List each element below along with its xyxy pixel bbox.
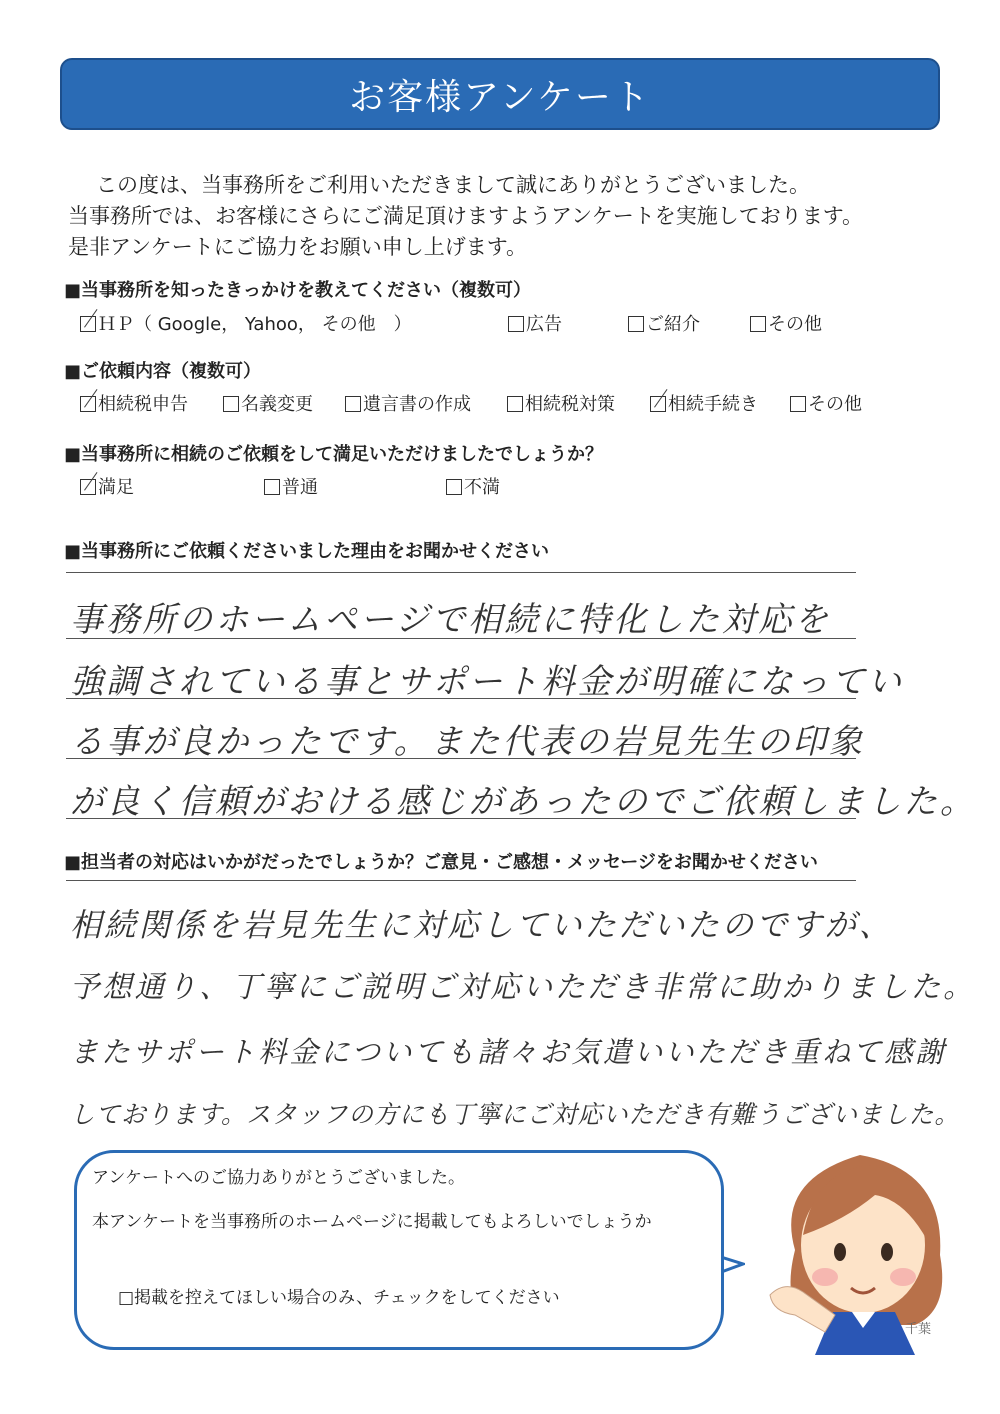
checkbox-icon[interactable]	[507, 396, 523, 412]
option-label: 満足	[98, 477, 134, 498]
checkbox-icon[interactable]	[80, 479, 96, 495]
option-title-transfer[interactable]	[223, 390, 313, 416]
handwritten-answer-line: る事が良かったです。また代表の岩見先生の印象	[70, 722, 866, 762]
intro-text	[68, 170, 948, 263]
intro-line: 当事務所では、お客様にさらにご満足頂けますようアンケートを実施しております。	[68, 204, 864, 228]
option-label: 相続税対策	[525, 394, 615, 415]
checkbox-icon[interactable]	[80, 316, 96, 332]
answer-line	[66, 880, 856, 881]
option-inheritance-tax-filing[interactable]	[80, 390, 188, 416]
option-label: 相続手続き	[668, 394, 758, 415]
option-label: ＨＰ（ Google， Yahoo， その他 ）	[98, 314, 412, 335]
option-inheritance-procedures[interactable]	[650, 390, 758, 416]
option-dissatisfied[interactable]	[446, 473, 500, 499]
option-satisfied[interactable]	[80, 473, 134, 499]
checkbox-icon[interactable]	[80, 396, 96, 412]
checkbox-icon[interactable]	[750, 316, 766, 332]
checkbox-icon[interactable]	[508, 316, 524, 332]
option-other[interactable]	[790, 390, 862, 416]
handwritten-answer-line: またサポート料金についても諸々お気遣いいただき重ねて感謝	[70, 1035, 947, 1069]
handwritten-answer-line: しております。スタッフの方にも丁寧にご対応いただき有難うございました。	[70, 1100, 960, 1129]
option-label: 普通	[282, 477, 318, 498]
question-satisfaction: ■当事務所に相続のご依頼をして満足いただけましたでしょうか？	[64, 444, 604, 465]
option-label: ご紹介	[646, 314, 700, 335]
intro-line: この度は、当事務所をご利用いただきまして誠にありがとうございました。	[96, 173, 810, 197]
option-label: 不満	[464, 477, 500, 498]
option-label: 相続税申告	[98, 394, 188, 415]
answer-line	[66, 572, 856, 573]
option-label: 遺言書の作成	[363, 394, 471, 415]
question-request-type: ■ご依頼内容（複数可）	[64, 361, 262, 382]
handwritten-answer-line: 相続関係を岩見先生に対応していただいたのですが、	[70, 906, 894, 944]
option-ad[interactable]	[508, 310, 562, 336]
handwritten-answer-line: 強調されている事とサポート料金が明確になってい	[70, 662, 904, 702]
option-average[interactable]	[264, 473, 318, 499]
option-label: 広告	[526, 314, 562, 335]
title-banner	[60, 58, 940, 130]
question-feedback: ■担当者の対応はいかがだったでしょうか？ご意見・ご感想・メッセージをお聞かせください	[64, 852, 818, 873]
option-referral[interactable]	[628, 310, 700, 336]
handwritten-answer-line: が良く信頼がおける感じがあったのでご依頼しました。	[70, 782, 977, 822]
question-source: ■当事務所を知ったきっかけを教えてください（複数可）	[64, 280, 532, 301]
checkbox-icon[interactable]	[446, 479, 462, 495]
thanks-text: アンケートへのご協力ありがとうございました。	[92, 1168, 465, 1188]
option-hp[interactable]	[80, 310, 412, 336]
region-label: 千葉	[905, 1322, 932, 1337]
question-reason: ■当事務所にご依頼くださいました理由をお聞かせください	[64, 541, 550, 562]
checkbox-icon[interactable]	[264, 479, 280, 495]
intro-line: 是非アンケートにご協力をお願い申し上げます。	[68, 235, 528, 259]
option-tax-planning[interactable]	[507, 390, 615, 416]
handwritten-answer-line: 予想通り、丁寧にご説明ご対応いただき非常に助かりました。	[70, 970, 976, 1005]
checkbox-icon[interactable]	[345, 396, 361, 412]
option-other[interactable]	[750, 310, 822, 336]
page-title: お客様アンケート	[349, 76, 651, 118]
checkbox-icon[interactable]	[650, 396, 666, 412]
publish-opt-out[interactable]: □掲載を控えてほしい場合のみ、チェックをしてください	[118, 1288, 560, 1308]
staff-illustration-icon	[755, 1140, 970, 1355]
checkbox-icon[interactable]	[628, 316, 644, 332]
option-label: その他	[768, 314, 822, 335]
publish-question: 本アンケートを当事務所のホームページに掲載してもよろしいでしょうか	[92, 1212, 652, 1232]
checkbox-icon[interactable]	[223, 396, 239, 412]
checkbox-icon[interactable]	[790, 396, 806, 412]
option-label: 名義変更	[241, 394, 313, 415]
option-label: その他	[808, 394, 862, 415]
option-will-preparation[interactable]	[345, 390, 471, 416]
handwritten-answer-line: 事務所のホームページで相続に特化した対応を	[70, 600, 831, 640]
